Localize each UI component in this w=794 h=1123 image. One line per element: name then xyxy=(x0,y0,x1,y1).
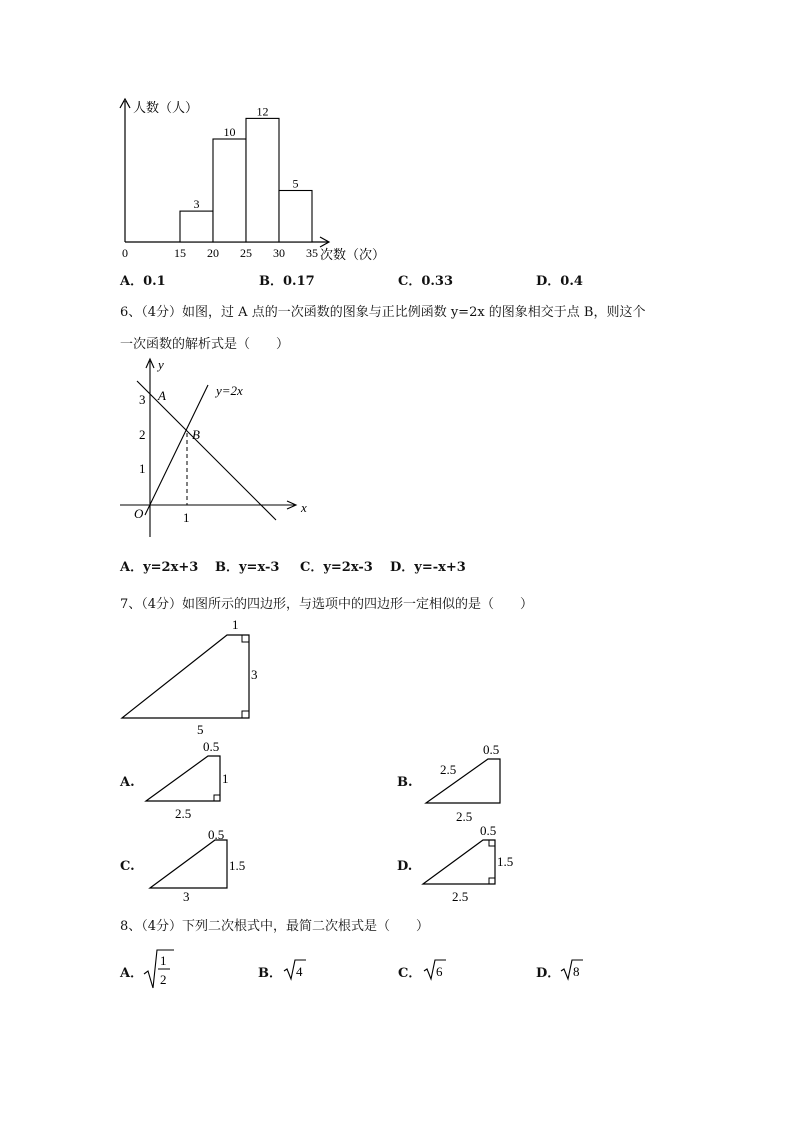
q7-option-c-shape[interactable] xyxy=(145,826,255,906)
q5-option-c[interactable]: C．0.33 xyxy=(398,274,454,289)
radicand-numerator: 1 xyxy=(160,953,167,968)
y-tick-2: 2 xyxy=(139,427,146,442)
q8-stem: 8、（4分）下列二次根式中，最简二次根式是（ ） xyxy=(120,919,430,934)
option-a-right-angle xyxy=(214,795,220,801)
radicand-denominator: 2 xyxy=(160,972,167,987)
x-axis-label: 次数（次） xyxy=(320,247,386,262)
line-y-equals-2x xyxy=(145,385,208,515)
q7-option-c-letter[interactable]: C. xyxy=(120,859,135,874)
x-tick-label: 30 xyxy=(273,246,285,260)
option-d-top-label: 0.5 xyxy=(480,823,497,838)
option-d-right-angle-top xyxy=(489,840,495,846)
histogram-bar xyxy=(180,211,213,242)
radicand-d: 8 xyxy=(573,964,580,979)
y-tick-3: 3 xyxy=(139,392,146,407)
bar-value-label: 3 xyxy=(193,197,200,212)
q5-option-b[interactable]: B．0.17 xyxy=(259,274,315,289)
option-a-trapezoid xyxy=(146,756,220,801)
point-b-label: B xyxy=(192,427,200,442)
q8-option-c-letter[interactable]: C． xyxy=(398,966,422,981)
x-tick-label: 25 xyxy=(240,246,252,260)
q8-option-a-radical[interactable] xyxy=(142,944,178,992)
q8-option-b-radical[interactable] xyxy=(282,956,308,982)
radical-sign-d xyxy=(561,960,583,979)
radicand-c: 6 xyxy=(436,964,443,979)
point-a-label: A xyxy=(158,388,166,403)
radicand-b: 4 xyxy=(296,964,303,979)
histogram-chart xyxy=(110,95,410,265)
option-a-top-label: 0.5 xyxy=(203,739,220,754)
main-bottom-label: 5 xyxy=(197,722,204,737)
x-tick-label: 15 xyxy=(174,246,186,260)
bar-value-label: 10 xyxy=(223,125,236,139)
option-b-top-label: 0.5 xyxy=(483,742,500,757)
option-c-bottom-label: 3 xyxy=(183,889,190,904)
q6-function-graph xyxy=(115,355,325,540)
x-tick-label: 20 xyxy=(207,246,219,260)
option-a-side-label: 1 xyxy=(222,771,229,786)
main-top-label: 1 xyxy=(232,617,239,632)
q8-option-d-radical[interactable] xyxy=(559,956,585,982)
radical-sign-b xyxy=(284,960,306,979)
option-d-trapezoid xyxy=(423,840,495,884)
x-tick-1: 1 xyxy=(183,510,190,525)
option-d-bottom-label: 2.5 xyxy=(452,889,469,904)
q8-option-a-letter[interactable]: A． xyxy=(120,966,144,981)
graph-x-label: x xyxy=(301,500,307,515)
q7-stem: 7、（4分）如图所示的四边形，与选项中的四边形一定相似的是（ ） xyxy=(120,597,534,612)
q7-option-a-letter[interactable]: A. xyxy=(120,775,135,790)
y-tick-1: 1 xyxy=(139,461,146,476)
main-trapezoid-shape xyxy=(122,635,249,718)
option-b-trapezoid xyxy=(426,759,500,803)
q7-main-trapezoid xyxy=(115,615,275,740)
q8-option-b-letter[interactable]: B． xyxy=(258,966,282,981)
q6-option-d[interactable]: D．y=-x+3 xyxy=(390,560,466,575)
option-c-trapezoid xyxy=(150,840,227,888)
q6-option-c[interactable]: C．y=2x-3 xyxy=(300,560,373,575)
q7-option-d-shape[interactable] xyxy=(418,822,528,907)
option-d-side-label: 1.5 xyxy=(497,854,514,869)
graph-line-label: y=2x xyxy=(216,383,243,398)
radical-sign-c xyxy=(424,960,446,979)
q6-option-b[interactable]: B．y=x-3 xyxy=(215,560,280,575)
option-c-side-label: 1.5 xyxy=(229,858,246,873)
histogram-bar xyxy=(213,139,246,242)
q7-option-b-letter[interactable]: B. xyxy=(397,775,413,790)
option-c-top-label: 0.5 xyxy=(208,827,225,842)
q8-option-d-letter[interactable]: D． xyxy=(536,966,561,981)
right-angle-mark-top xyxy=(242,635,249,642)
option-d-right-angle-bottom xyxy=(489,878,495,884)
q5-option-d[interactable]: D．0.4 xyxy=(536,274,583,289)
bar-value-label: 12 xyxy=(256,104,269,119)
option-b-bottom-label: 2.5 xyxy=(456,809,473,824)
histogram-bar xyxy=(279,191,312,243)
graph-y-label: y xyxy=(158,357,164,372)
right-angle-mark-bottom xyxy=(242,711,249,718)
q6-option-a[interactable]: A．y=2x+3 xyxy=(120,560,199,575)
q6-stem-line2: 一次函数的解析式是（ ） xyxy=(120,337,290,352)
x-tick-label: 35 xyxy=(306,246,318,260)
q7-option-d-letter[interactable]: D. xyxy=(397,859,413,874)
q5-option-a[interactable]: A．0.1 xyxy=(120,274,166,289)
main-right-label: 3 xyxy=(251,667,258,682)
option-b-side-label: 2.5 xyxy=(440,762,457,777)
q7-option-b-shape[interactable] xyxy=(420,740,530,825)
histogram-bar xyxy=(246,118,279,242)
option-a-bottom-label: 2.5 xyxy=(175,806,192,821)
graph-origin-label: O xyxy=(134,506,144,521)
y-axis-label: 人数（人） xyxy=(133,100,199,115)
x-tick-label: 0 xyxy=(122,246,128,260)
q8-option-c-radical[interactable] xyxy=(422,956,448,982)
q7-option-a-shape[interactable] xyxy=(140,738,250,823)
q6-stem-line1: 6、（4分）如图，过 A 点的一次函数的图象与正比例函数 y=2x 的图象相交于点 B，则这个 xyxy=(120,305,646,320)
bar-value-label: 5 xyxy=(292,176,299,191)
